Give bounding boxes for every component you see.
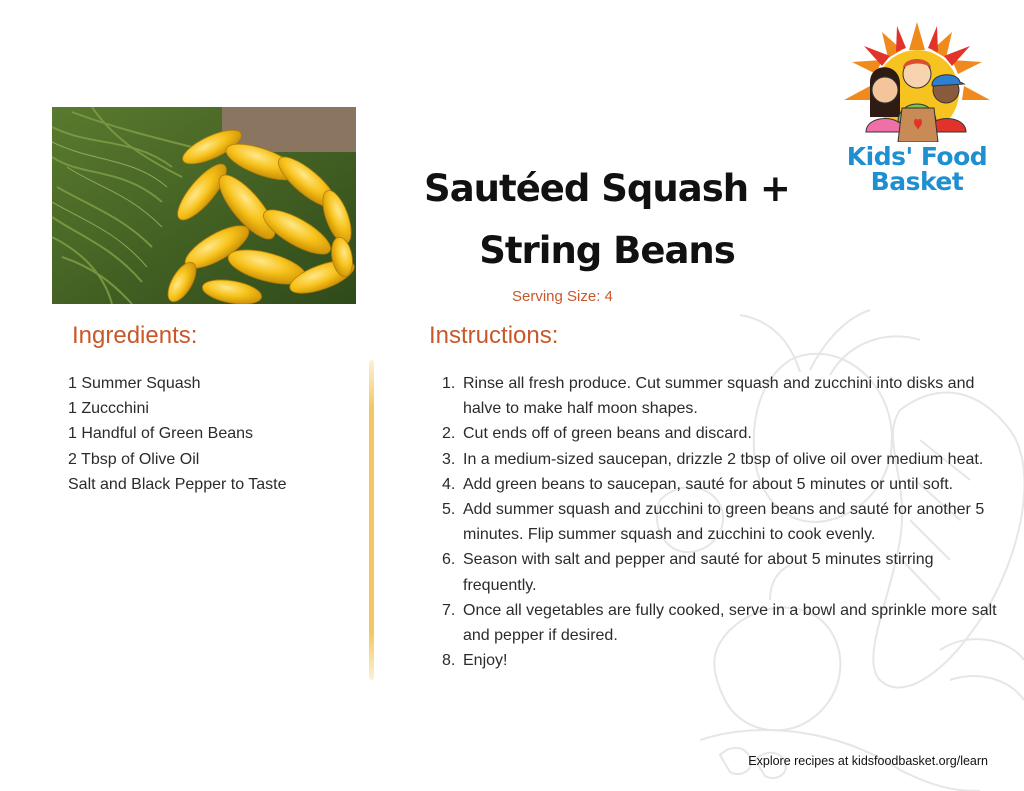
- instructions-heading: Instructions:: [429, 322, 559, 349]
- kids-food-basket-logo: [842, 22, 992, 197]
- step-text: Once all vegetables are fully cooked, serve in a bowl and sprinkle more salt and pepper if desired.: [463, 601, 997, 645]
- ingredients-heading: Ingredients:: [72, 322, 198, 349]
- recipe-title: [402, 158, 812, 282]
- column-divider: [369, 360, 374, 680]
- instruction-step: [442, 598, 1002, 648]
- instruction-step: [442, 547, 1002, 597]
- step-number: 3.: [442, 450, 456, 468]
- recipe-title-line2: String Beans: [479, 229, 735, 272]
- logo-text-line2: Basket: [870, 167, 964, 196]
- instructions-list: [442, 371, 1002, 673]
- step-text: Add green beans to saucepan, sauté for about 5 minutes or until soft.: [463, 475, 954, 493]
- step-text: Season with salt and pepper and sauté for about 5 minutes stirring frequently.: [463, 551, 934, 594]
- ingredient-item: 1 Zuccchini: [68, 400, 149, 418]
- instruction-step: [442, 447, 1002, 472]
- step-number: 1.: [442, 375, 456, 392]
- step-number: 8.: [442, 652, 456, 670]
- step-text: Enjoy!: [463, 652, 508, 670]
- instruction-step: [442, 497, 1002, 547]
- instruction-step: [442, 371, 1002, 421]
- step-number: 2.: [442, 425, 456, 443]
- ingredient-item: 1 Summer Squash: [68, 375, 201, 392]
- step-text: Cut ends off of green beans and discard.: [463, 425, 752, 443]
- recipe-title-line1: Sautéed Squash +: [424, 167, 790, 210]
- ingredients-list: [68, 371, 287, 497]
- step-number: 6.: [442, 551, 456, 569]
- logo-sun-kids-icon: [842, 22, 992, 142]
- footer-link-text: Explore recipes at kidsfoodbasket.org/learn: [748, 754, 988, 768]
- instruction-step: [442, 648, 1002, 673]
- step-number: 5.: [442, 501, 456, 519]
- step-text: Add summer squash and zucchini to green beans and sauté for another 5 minutes. Flip summer squash and zucchini to cook evenly.: [463, 501, 985, 544]
- serving-size: Serving Size: 4: [512, 288, 613, 305]
- step-text: In a medium-sized saucepan, drizzle 2 tbsp of olive oil over medium heat.: [463, 450, 984, 468]
- step-number: 4.: [442, 475, 456, 493]
- ingredient-item: 2 Tbsp of Olive Oil: [68, 450, 200, 468]
- instruction-step: [442, 421, 1002, 446]
- vegetable-photo: [52, 107, 356, 304]
- step-number: 7.: [442, 601, 456, 619]
- ingredient-item: Salt and Black Pepper to Taste: [68, 475, 287, 493]
- step-text: Rinse all fresh produce. Cut summer squash and zucchini into disks and halve to make half moon shapes.: [463, 375, 975, 418]
- logo-text-line1: Kids' Food: [846, 142, 988, 171]
- instruction-step: [442, 472, 1002, 497]
- ingredient-item: 1 Handful of Green Beans: [68, 425, 254, 443]
